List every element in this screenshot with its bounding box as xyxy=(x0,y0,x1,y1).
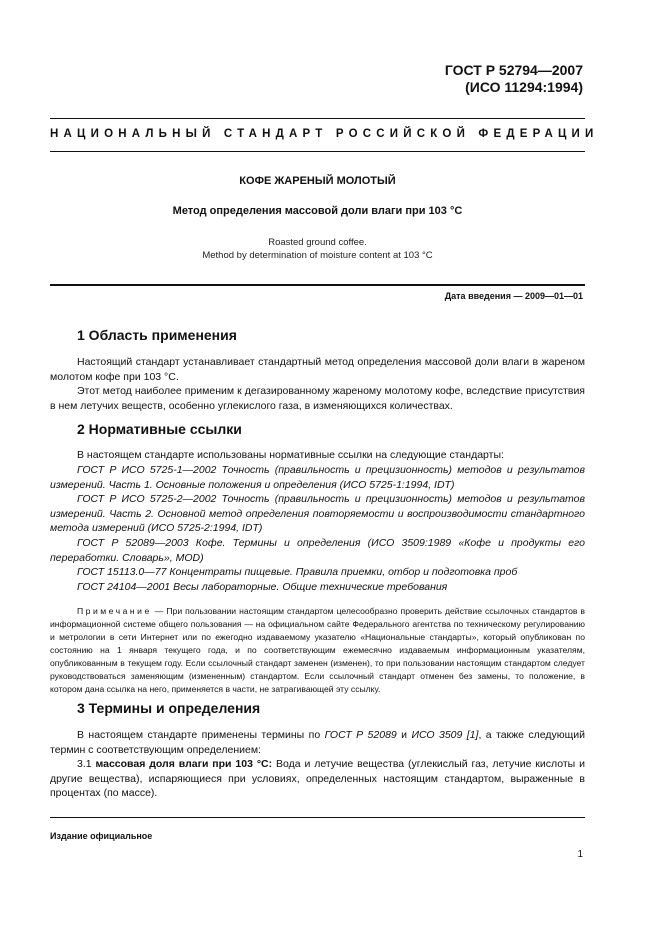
footer-rule xyxy=(50,817,585,818)
section-3-heading: 3 Термины и определения xyxy=(77,700,261,716)
english-title-line-2: Method by determination of moisture content at 103 °C xyxy=(202,250,433,261)
term-number: 3.1 xyxy=(77,758,96,770)
reference-item: ГОСТ Р 52089—2003 Кофе. Термины и определения (ИСО 3509:1989 «Кофе и продукты его переработки. Словарь», MOD) xyxy=(50,537,585,564)
reference-item: ГОСТ Р ИСО 5725-2—2002 Точность (правильность и прецизионность) методов и результатов измерений. Часть 2. Основной метод определения повторяемости и воспроизводимости стандартного метода измерений (ИСО 5725-2:1994, IDT) xyxy=(50,493,585,534)
reference-item: ГОСТ 15113.0—77 Концентраты пищевые. Правила приемки, отбор и подготовка проб xyxy=(77,566,518,578)
section-1-heading: 1 Область применения xyxy=(77,327,237,343)
english-title xyxy=(50,236,585,262)
reference-item: ГОСТ Р ИСО 5725-1—2002 Точность (правильность и прецизионность) методов и результатов измерений. Часть 1. Основные положения и определения (ИСО 5725-1:1994, IDT) xyxy=(50,464,585,491)
banner-rule xyxy=(50,151,585,152)
date-rule xyxy=(50,284,585,286)
section-2-intro: В настоящем стандарте использованы нормативные ссылки на следующие стандарты: xyxy=(77,449,504,461)
reference-item: ГОСТ 24104—2001 Весы лабораторные. Общие технические требования xyxy=(77,581,448,593)
note-label: Примечание xyxy=(77,606,152,616)
term-name: массовая доля влаги при 103 °С: xyxy=(95,758,273,770)
normative-note xyxy=(50,605,585,696)
intro-text: В настоящем стандарте применены термины по xyxy=(77,729,325,741)
intro-text: , а также следующий термин с соответствующим определением: xyxy=(50,729,586,756)
english-title-line-1: Roasted ground coffee. xyxy=(268,237,367,248)
section-3-intro xyxy=(50,728,585,757)
iso-number: (ИСО 11294:1994) xyxy=(465,79,583,95)
document-subtitle: Метод определения массовой доли влаги при 103 °С xyxy=(172,205,463,217)
intro-reference: ИСО 3509 [1] xyxy=(411,729,479,741)
page-number: 1 xyxy=(577,849,583,860)
document-title: КОФЕ ЖАРЕНЫЙ МОЛОТЫЙ xyxy=(239,175,396,187)
term-definition-text: Вода и летучие вещества (углекислый газ, летучие кислоты и другие вещества), испаряющиеся при условиях, определенных настоящим стандартом, выраженные в процентах (по массе). xyxy=(50,758,585,799)
standard-designation xyxy=(445,62,583,96)
gost-number: ГОСТ Р 52794—2007 xyxy=(444,62,583,78)
introduction-date: Дата введения — 2009—01—01 xyxy=(444,291,583,301)
section-1-paragraph-1: Настоящий стандарт устанавливает стандартный метод определения массовой доли влаги в жареном молотом кофе при 103 °С. xyxy=(50,356,585,383)
intro-reference: ГОСТ Р 52089 xyxy=(324,729,397,741)
top-rule-thin xyxy=(50,118,585,119)
term-definition xyxy=(50,757,585,801)
section-2-heading: 2 Нормативные ссылки xyxy=(77,421,242,437)
section-1-paragraph-2: Этот метод наиболее применим к дегазированному жареному молотому кофе, вследствие присутствия в нем летучих веществ, особенно углекислого газа, в изменяющихся количествах. xyxy=(50,385,585,412)
edition-label: Издание официальное xyxy=(50,831,153,841)
national-standard-banner: НАЦИОНАЛЬНЫЙ СТАНДАРТ РОССИЙСКОЙ ФЕДЕРАЦИИ xyxy=(50,128,599,140)
intro-text: и xyxy=(396,729,412,741)
note-text: — При пользовании настоящим стандартом целесообразно проверить действие ссылочных стандартов в информационной системе общего пользования — на официальном сайте Федерального агентства по техническому регулированию и метрологии в сети Интернет или по ежегодно издаваемому указателю «Национальные стандарты», который опубликован по состоянию на 1 января текущего года, и по соответствующим ежемесячно издаваемым информационным указателям, опубликованным в текущем году. Если ссылочный стандарт заменен (изменен), то при пользовании настоящим стандартом следует руководствоваться заменяющим (измененным) стандартом. Если ссылочный стандарт отменен без замены, то положение, в котором дана ссылка на него, применяется в части, не затрагивающей эту ссылку. xyxy=(50,606,585,694)
